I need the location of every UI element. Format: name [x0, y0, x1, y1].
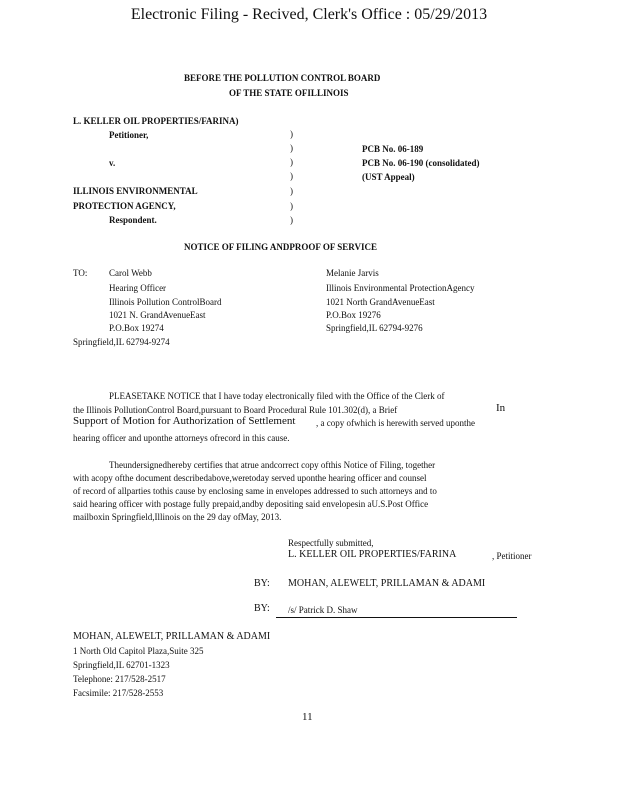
recipient-left-line: P.O.Box 19274: [109, 323, 164, 333]
notice-paragraph-word: In: [496, 402, 506, 414]
notice-paragraph-line: PLEASETAKE NOTICE that I have today electronically filed with the Office of the Clerk of: [109, 391, 445, 401]
footer-firm-line: Springfield,IL 62701-1323: [73, 660, 170, 670]
caption-paren: ): [290, 201, 293, 211]
signature-firm-line: L. KELLER OIL PROPERTIES/FARINA: [288, 549, 457, 560]
certificate-line: mailboxin Springfield,Illinois on the 29 day ofMay, 2013.: [73, 512, 282, 522]
case-number-2: PCB No. 06-190 (consolidated): [362, 158, 480, 168]
recipient-left-line: Carol Webb: [109, 268, 152, 278]
recipient-right-line: P.O.Box 19276: [326, 310, 381, 320]
footer-firm-line: MOHAN, ALEWELT, PRILLAMAN & ADAMI: [73, 631, 271, 642]
recipient-right-line: Illinois Environmental ProtectionAgency: [326, 283, 475, 293]
by-label: BY:: [254, 578, 270, 589]
recipient-left-line: Illinois Pollution ControlBoard: [109, 297, 222, 307]
respondent-line2: PROTECTION AGENCY,: [73, 201, 176, 211]
petitioner-suffix: , Petitioner: [492, 551, 532, 561]
respectfully-submitted: Respectfully submitted,: [288, 538, 374, 548]
caption-paren: ): [290, 171, 293, 181]
petitioner-name: L. KELLER OIL PROPERTIES/FARINA): [73, 116, 239, 126]
footer-firm-line: Facsimile: 217/528-2553: [73, 688, 164, 698]
footer-firm-line: 1 North Old Capitol Plaza,Suite 325: [73, 646, 204, 656]
recipient-left-city: Springfield,IL 62794-9274: [73, 337, 170, 347]
document-title: Support of Motion for Authorization of Settlement: [73, 415, 296, 427]
case-type: (UST Appeal): [362, 172, 415, 182]
board-title-line2: OF THE STATE OFILLINOIS: [229, 88, 349, 98]
notice-title: NOTICE OF FILING ANDPROOF OF SERVICE: [184, 242, 377, 252]
caption-paren: ): [290, 143, 293, 153]
to-label: TO:: [73, 268, 88, 278]
footer-firm-line: Telephone: 217/528-2517: [73, 674, 166, 684]
caption-paren: ): [290, 129, 293, 139]
petitioner-label: Petitioner,: [109, 130, 149, 140]
notice-paragraph-line: , a copy ofwhich is herewith served uponthe: [316, 418, 475, 428]
e-filing-header: Electronic Filing - Recived, Clerk's Office : 05/29/2013: [130, 6, 488, 23]
recipient-left-line: Hearing Officer: [109, 283, 167, 293]
recipient-right-line: Melanie Jarvis: [326, 268, 379, 278]
notice-paragraph-line: the Illinois PollutionControl Board,pursuant to Board Procedural Rule 101.302(d), a Brief: [73, 405, 398, 415]
page-number: 11: [302, 711, 313, 723]
recipient-right-line: 1021 North GrandAvenueEast: [326, 297, 435, 307]
certificate-line: with acopy ofthe document describedabove,weretoday served uponthe hearing officer and counsel: [73, 473, 427, 483]
versus-label: v.: [109, 158, 116, 168]
case-number-1: PCB No. 06-189: [362, 144, 424, 154]
signature-line: [276, 617, 517, 618]
respondent-line1: ILLINOIS ENVIRONMENTAL: [73, 186, 198, 196]
certificate-line: Theundersignedhereby certifies that atrue andcorrect copy ofthis Notice of Filing, together: [109, 460, 436, 470]
caption-paren: ): [290, 215, 293, 225]
electronic-signature: /s/ Patrick D. Shaw: [288, 605, 358, 615]
recipient-left-line: 1021 N. GrandAvenueEast: [109, 310, 206, 320]
certificate-line: said hearing officer with postage fully prepaid,andby depositing said envelopesin aU.S.Post Office: [73, 499, 429, 509]
by-firm: MOHAN, ALEWELT, PRILLAMAN & ADAMI: [288, 578, 486, 589]
notice-paragraph-line: hearing officer and uponthe attorneys ofrecord in this cause.: [73, 433, 290, 443]
recipient-right-line: Springfield,IL 62794-9276: [326, 323, 423, 333]
respondent-label: Respondent.: [109, 215, 157, 225]
caption-paren: ): [290, 186, 293, 196]
by-label: BY:: [254, 603, 270, 614]
certificate-line: of record of allparties tothis cause by enclosing same in envelopes addressed to such attorneys and to: [73, 486, 437, 496]
board-title-line1: BEFORE THE POLLUTION CONTROL BOARD: [184, 73, 381, 83]
caption-paren: ): [290, 157, 293, 167]
